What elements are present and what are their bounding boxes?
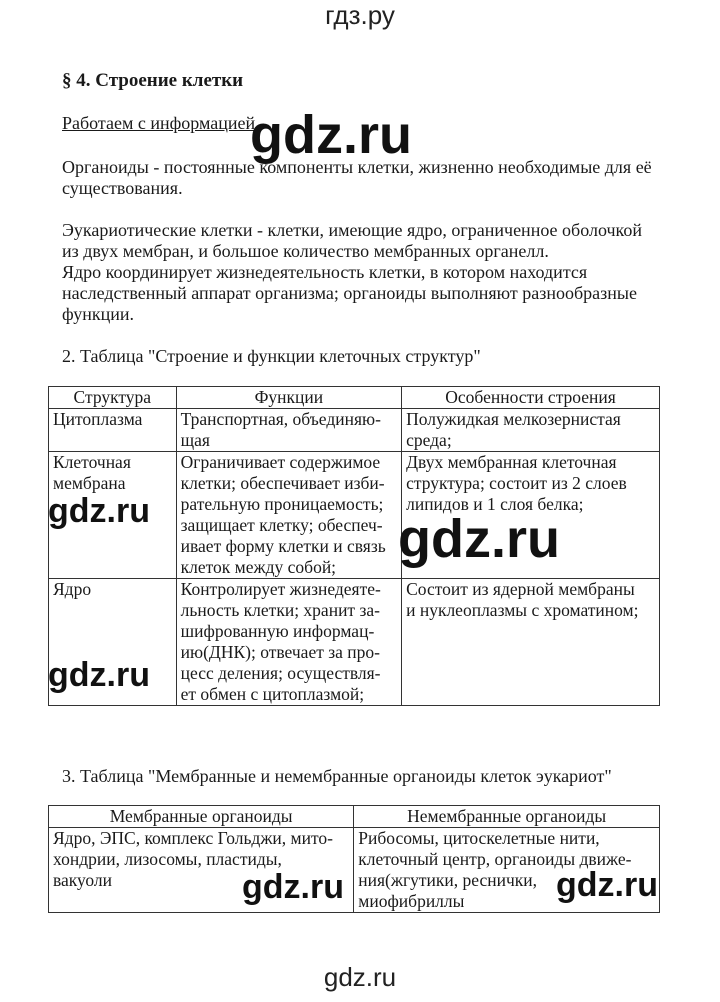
text-line: существования.	[62, 178, 183, 198]
column-header: Мембранные органоиды	[49, 806, 354, 828]
watermark: gdz.ru	[250, 105, 412, 165]
text-line: функции.	[62, 304, 134, 324]
watermark: gdz.ru	[242, 868, 344, 906]
structure-cell: Клеточная мембрана	[49, 452, 177, 579]
non-membrane-cell: Рибосомы, цитоскелетные нити, клеточный центр, органоиды движе- ния(жгутики, реснички, миофибриллы	[354, 828, 660, 913]
table2-caption: 3. Таблица "Мембранные и немембранные органоиды клеток эукариот"	[62, 766, 612, 786]
table-row	[49, 409, 660, 452]
features-cell: Состоит из ядерной мембраны и нуклеоплазмы с хроматином;	[402, 579, 660, 706]
functions-cell: Ограничивает содержимое клетки; обеспечивает изби- рательную проницаемость; защищает клетку; обеспеч- ивает форму клетки и связь клеток между собой;	[176, 452, 401, 579]
features-cell: Двух мембранная клеточная структура; состоит из 2 слоев липидов и 1 слоя белка;	[402, 452, 660, 579]
table-header-row	[49, 387, 660, 409]
functions-cell: Транспортная, объединяю- щая	[176, 409, 401, 452]
text-line: Ядро координирует жизнедеятельность клетки, в котором находится	[62, 262, 588, 282]
text-line: наследственный аппарат организма; органоиды выполняют разнообразные	[62, 283, 637, 303]
table1-caption: 2. Таблица "Строение и функции клеточных структур"	[62, 346, 481, 366]
features-cell: Полужидкая мелкозернистая среда;	[402, 409, 660, 452]
structure-cell: Ядро	[49, 579, 177, 706]
site-footer: gdz.ru	[323, 962, 397, 992]
text-line: Органоиды - постоянные компоненты клетки, жизненно необходимые для её	[62, 157, 652, 177]
column-header: Особенности строения	[402, 387, 660, 409]
membrane-cell: Ядро, ЭПС, комплекс Гольджи, мито- хондрии, лизосомы, пластиды, вакуоли	[49, 828, 354, 913]
watermark: gdz.ru	[48, 656, 150, 694]
watermark: gdz.ru	[48, 492, 150, 530]
table-header-row	[49, 806, 660, 828]
text-line: из двух мембран, и большое количество мембранных органелл.	[62, 241, 549, 261]
subtitle: Работаем с информацией	[62, 113, 256, 133]
text-line: Эукариотические клетки - клетки, имеющие ядро, ограниченное оболочкой	[62, 220, 642, 240]
section-title: § 4. Строение клетки	[62, 70, 244, 91]
site-header: гдз.ру	[325, 0, 395, 30]
functions-cell: Контролирует жизнедеятe- льность клетки; хранит за- шифрованную информац- ию(ДНК); отвечает за про- цесс деления; осуществля- ет обмен с цитоплазмой;	[176, 579, 401, 706]
watermark: gdz.ru	[398, 509, 560, 569]
structure-cell: Цитоплазма	[49, 409, 177, 452]
column-header: Функции	[176, 387, 401, 409]
column-header: Немембранные органоиды	[354, 806, 660, 828]
paragraph-eukaryotes	[62, 220, 682, 325]
column-header: Структура	[49, 387, 177, 409]
watermark: gdz.ru	[556, 866, 658, 904]
